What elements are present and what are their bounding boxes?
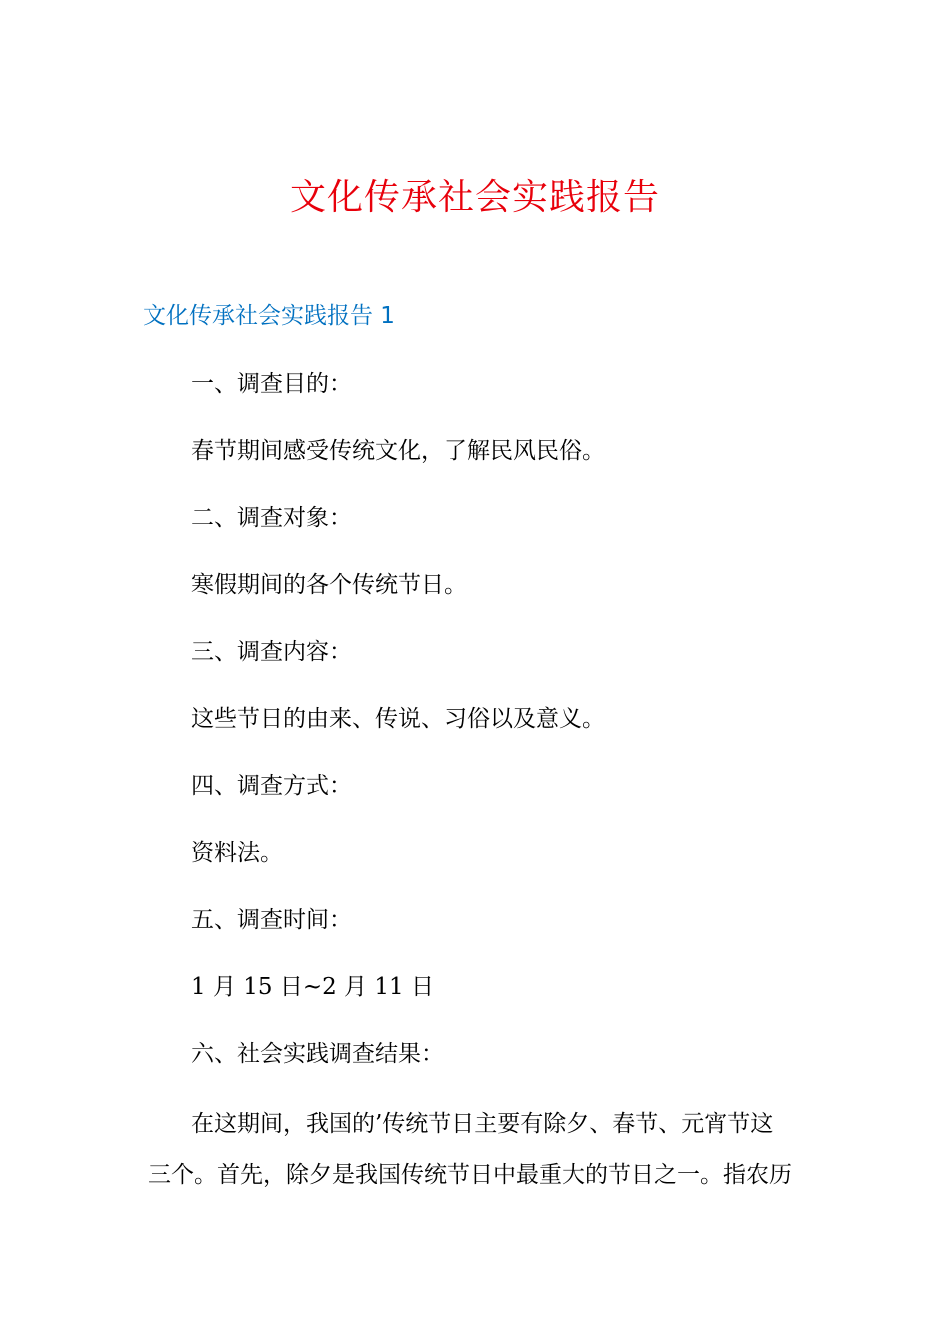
- item-method-heading: 四、调查方式：: [191, 773, 352, 799]
- section-heading: 文化传承社会实践报告 1: [143, 303, 395, 329]
- item-subject-text: 寒假期间的各个传统节日。: [191, 572, 467, 598]
- paragraph-line-1: 在这期间，我国的’传统节日主要有除夕、春节、元宵节这: [191, 1111, 774, 1137]
- document-title: 文化传承社会实践报告: [289, 177, 660, 218]
- item-subject-heading: 二、调查对象：: [191, 505, 352, 531]
- item-result-heading: 六、社会实践调查结果：: [191, 1041, 444, 1067]
- item-time-heading: 五、调查时间：: [191, 907, 352, 933]
- item-purpose-heading: 一、调查目的：: [191, 371, 352, 397]
- item-time-text: 1 月 15 日~2 月 11 日: [191, 974, 434, 1000]
- item-method-text: 资料法。: [191, 840, 283, 866]
- item-purpose-text: 春节期间感受传统文化，了解民风民俗。: [191, 438, 605, 464]
- item-content-heading: 三、调查内容：: [191, 639, 352, 665]
- paragraph-line-2: 三个。首先，除夕是我国传统节日中最重大的节日之一。指农历: [148, 1162, 792, 1188]
- item-content-text: 这些节日的由来、传说、习俗以及意义。: [191, 706, 605, 732]
